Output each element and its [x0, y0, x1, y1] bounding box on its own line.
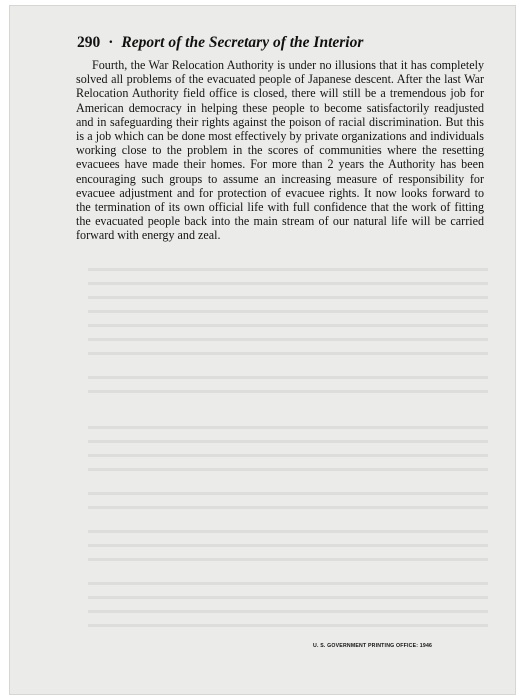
bleed-through-line	[88, 596, 488, 599]
bleed-through-line	[88, 468, 488, 471]
bleed-through-line	[88, 530, 488, 533]
bleed-through-line	[88, 268, 488, 271]
running-title: Report of the Secretary of the Interior	[121, 34, 364, 51]
bleed-through-line	[88, 544, 488, 547]
page-number: 290	[77, 34, 101, 51]
bleed-through-line	[88, 324, 488, 327]
bleed-through-line	[88, 506, 488, 509]
bleed-through-line	[88, 352, 488, 355]
bleed-through-line	[88, 282, 488, 285]
bleed-through-line	[88, 310, 488, 313]
bleed-through-line	[88, 440, 488, 443]
bleed-through-line	[88, 390, 488, 393]
bleed-through-line	[88, 582, 488, 585]
header-separator: ·	[108, 34, 114, 51]
bleed-through-line	[88, 492, 488, 495]
printing-office-imprint: U. S. GOVERNMENT PRINTING OFFICE: 1946	[313, 643, 433, 649]
bleed-through-line	[88, 376, 488, 379]
bleed-through-line	[88, 610, 488, 613]
page-header	[77, 34, 363, 52]
bleed-through-line	[88, 426, 488, 429]
body-paragraph: Fourth, the War Relocation Authority is under no illusions that it has completely solved all problems of the evacuated people of Japanese descent. After the last War Relocation Authority field office is closed, there will still be a tremendous job for American democracy in helping these people to become satisfactorily readjusted and in safeguarding their rights against the poison of racial discrimination. But this is a job which can be done most effectively by private organizations and individuals working close to the problem in the scores of communities where the resetting evacuees have made their homes. For more than 2 years the Authority has been encouraging such groups to assume an increasing measure of responsibility for evacuee adjustment and for protection of evacuee rights. It now looks forward to the termination of its own official life with full confidence that the work of fitting the evacuated people back into the main stream of our natural life will be carried forward with energy and zeal.	[76, 58, 484, 243]
bleed-through-line	[88, 624, 488, 627]
bleed-through-line	[88, 296, 488, 299]
bleed-through-line	[88, 558, 488, 561]
bleed-through-line	[88, 454, 488, 457]
bleed-through-line	[88, 338, 488, 341]
document-page	[10, 6, 515, 694]
